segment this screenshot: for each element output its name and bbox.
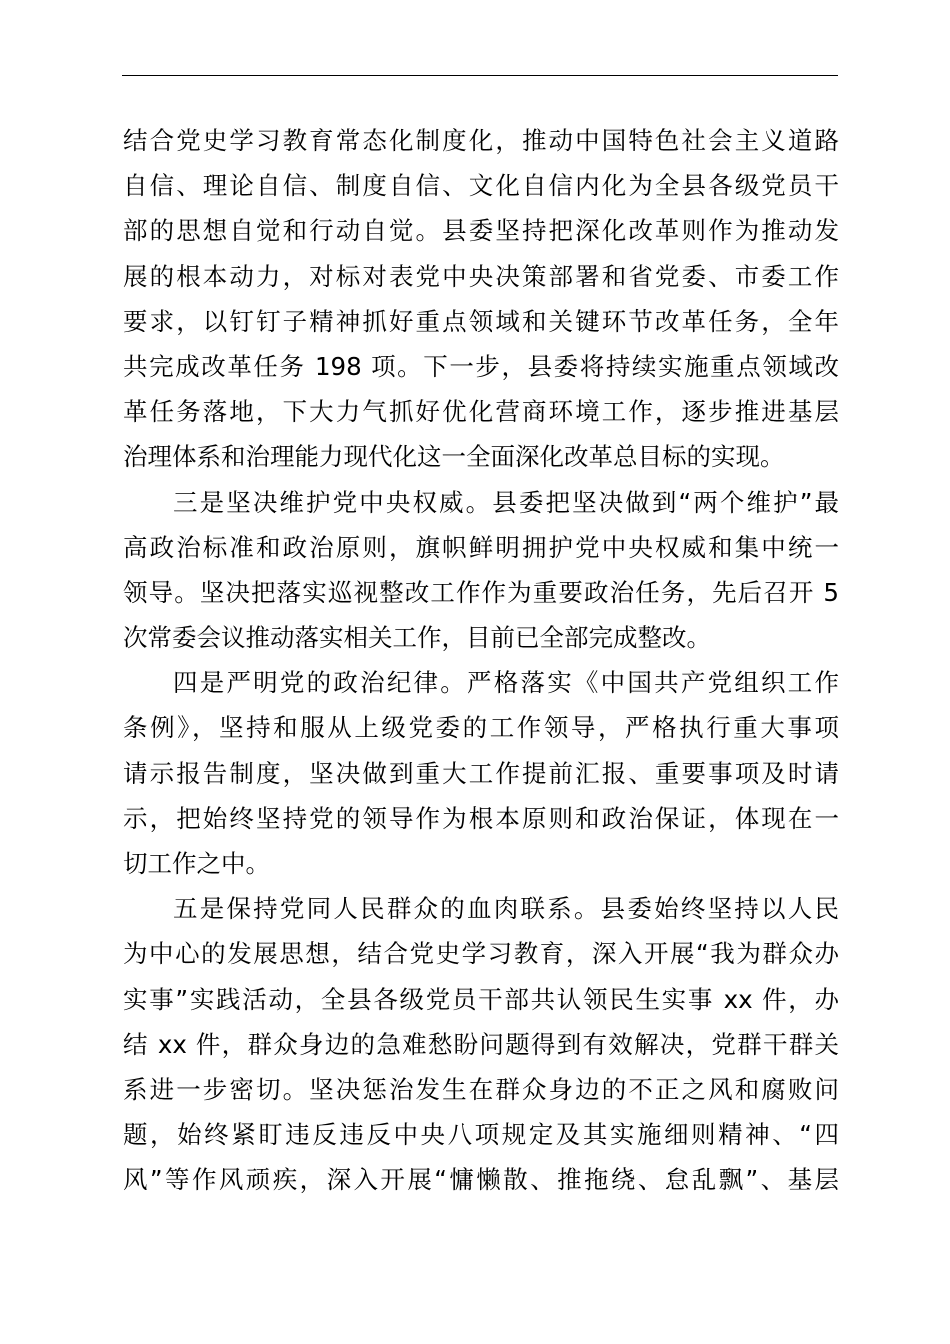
text-line: 示，把始终坚持党的领导作为根本原则和政治保证，体现在一: [123, 803, 839, 833]
paragraph-five-first-line: 五是保持党同人民群众的血肉联系。县委始终坚持以人民: [173, 894, 839, 924]
header-rule: [122, 75, 838, 76]
text-line: 治理体系和治理能力现代化这一全面深化改革总目标的实现。: [123, 442, 785, 472]
text-line: 风”等作风顽疾，深入开展“慵懒散、推拖绕、怠乱飘”、基层: [123, 1165, 839, 1195]
paragraph-three-first-line: 三是坚决维护党中央权威。县委把坚决做到“两个维护”最: [173, 487, 839, 517]
body-text: [123, 118, 839, 1203]
text-line: 结 xx 件，群众身边的急难愁盼问题得到有效解决，党群干群关: [123, 1029, 839, 1059]
text-line: 要求，以钉钉子精神抓好重点领域和关键环节改革任务，全年: [123, 306, 839, 336]
paragraph-four-first-line: 四是严明党的政治纪律。严格落实《中国共产党组织工作: [173, 668, 839, 698]
text-line: 展的根本动力，对标对表党中央决策部署和省党委、市委工作: [123, 261, 839, 291]
text-line: 系进一步密切。坚决惩治发生在群众身边的不正之风和腐败问: [123, 1074, 839, 1104]
text-line: 实事”实践活动，全县各级党员干部共认领民生实事 xx 件，办: [123, 984, 839, 1014]
text-line: 部的思想自觉和行动自觉。县委坚持把深化改革则作为推动发: [123, 216, 839, 246]
text-line: 切工作之中。: [123, 849, 270, 878]
text-line: 结合党史学习教育常态化制度化，推动中国特色社会主义道路: [123, 126, 839, 155]
text-line: 题，始终紧盯违反违反中央八项规定及其实施细则精神、“四: [123, 1120, 839, 1150]
text-line: 高政治标准和政治原则，旗帜鲜明拥护党中央权威和集中统一: [123, 532, 839, 562]
text-line: 自信、理论自信、制度自信、文化自信内化为全县各级党员干: [123, 171, 839, 201]
text-line: 领导。坚决把落实巡视整改工作作为重要政治任务，先后召开 5: [123, 577, 839, 607]
text-line: 次常委会议推动落实相关工作，目前已全部完成整改。: [123, 623, 711, 653]
text-line: 为中心的发展思想，结合党史学习教育，深入开展“我为群众办: [123, 939, 839, 969]
text-line: 共完成改革任务 198 项。下一步，县委将持续实施重点领域改: [123, 351, 839, 381]
text-line: 革任务落地，下大力气抓好优化营商环境工作，逐步推进基层: [123, 397, 839, 427]
text-line: 请示报告制度，坚决做到重大工作提前汇报、重要事项及时请: [123, 758, 839, 788]
text-line: 条例》，坚持和服从上级党委的工作领导，严格执行重大事项: [123, 713, 839, 743]
